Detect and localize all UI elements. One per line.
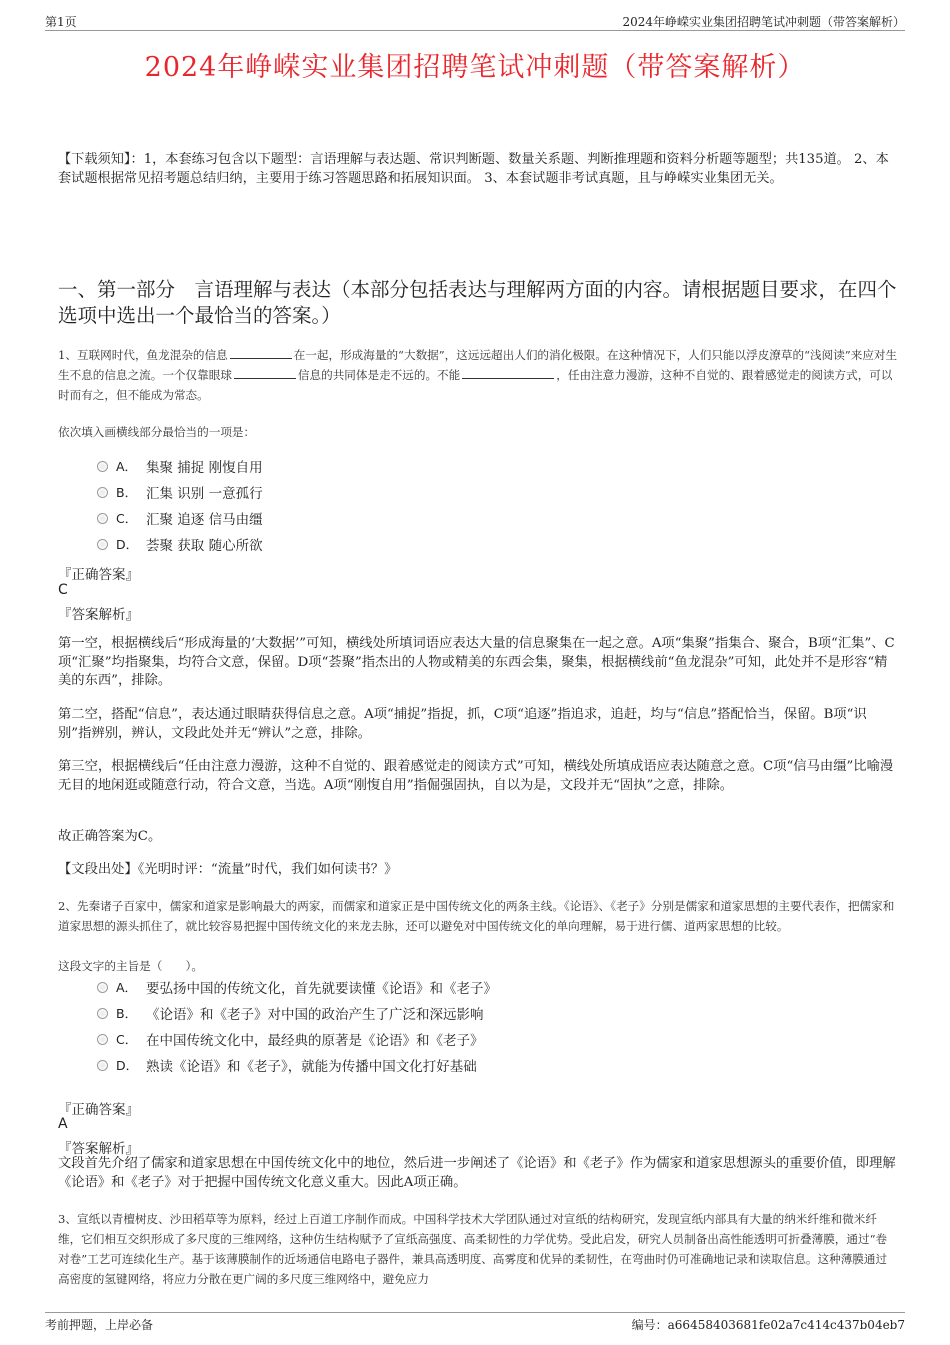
q1-part-3: 信息的共同体是走不远的。不能 (297, 368, 461, 382)
footer-doc-id: 编号：a66458403681fe02a7c414c437b04eb7 (631, 1318, 905, 1332)
q2-instruction: 这段文字的主旨是（ ）。 (58, 959, 203, 973)
section-title: 一、第一部分 言语理解与表达（本部分包括表达与理解两方面的内容。请根据题目要求，在四个选项中选出一个最恰当的答案。） (58, 278, 897, 327)
q1-option-d[interactable]: D． 荟聚 获取 随心所欲 (97, 531, 263, 557)
radio-icon[interactable] (97, 1008, 108, 1019)
q1-option-a[interactable]: A． 集聚 捕捉 刚愎自用 (97, 453, 263, 479)
radio-icon[interactable] (97, 539, 108, 550)
radio-icon[interactable] (97, 513, 108, 524)
q2-option-a[interactable]: A． 要弘扬中国的传统文化，首先就要读懂《论语》和《老子》 (97, 974, 497, 1000)
q1-option-b[interactable]: B． 汇集 识别 一意孤行 (97, 479, 263, 505)
blank-1 (230, 346, 292, 359)
q2-analysis-label: 『答案解析』 (58, 1141, 139, 1157)
q2-option-b[interactable]: B． 《论语》和《老子》对中国的政治产生了广泛和深远影响 (97, 1000, 497, 1026)
q1-option-c[interactable]: C． 汇聚 追逐 信马由缰 (97, 505, 263, 531)
radio-icon[interactable] (97, 1034, 108, 1045)
q1-analysis-1: 第一空，根据横线后“形成海量的‘大数据’”可知，横线处所填词语应表达大量的信息聚集在一起之意。A项“集聚”指集合、聚合，B项“汇集”、C项“汇聚”均指聚集，均符合文意，保留。D项“荟聚”指杰出的人物或精美的东西会集，聚集，根据横线前“鱼龙混杂”可知，此处并不是形容“精美的东西”，排除。 (58, 636, 895, 688)
q1-answer-label: 『正确答案』 (58, 567, 139, 583)
q2-answer-label: 『正确答案』 (58, 1102, 139, 1118)
question-2-text: 2、先秦诸子百家中，儒家和道家是影响最大的两家，而儒家和道家正是中国传统文化的两条主线。《论语》、《老子》分别是儒家和道家思想的主要代表作，把儒家和道家思想的源头抓住了，就比较容易把握中国传统文化的来龙去脉，还可以避免对中国传统文化的单向理解，易于进行儒、道两家思想的比较。 (58, 899, 895, 933)
q2-option-c[interactable]: C． 在中国传统文化中，最经典的原著是《论语》和《老子》 (97, 1026, 497, 1052)
radio-icon[interactable] (97, 982, 108, 993)
blank-3 (462, 366, 554, 379)
page-header (45, 10, 905, 31)
q1-source: 【文段出处】《光明时评：“流量”时代，我们如何读书？》 (58, 862, 398, 877)
blank-2 (234, 366, 296, 379)
q1-answer: C (58, 582, 68, 598)
q1-options (97, 453, 263, 557)
q2-options (97, 974, 497, 1078)
q1-analysis-label: 『答案解析』 (58, 607, 139, 623)
q1-analysis-2: 第二空，搭配“信息”，表达通过眼睛获得信息之意。A项“捕捉”指捉，抓，C项“追逐”指追求，追赶，均与“信息”搭配恰当，保留。B项“识别”指辨别，辨认，文段此处并无“辨认”之意，排除。 (58, 707, 867, 741)
question-1-text (58, 345, 898, 405)
q1-part-2: 在一起，形成海量的“大数据”，这远远超出人们的消化极限。在这种情况下，人们只能以浮皮潦草的“浅阅读”来应对生生不息的信息之流。一个仅靠眼球 (58, 348, 898, 382)
download-notice: 【下载须知】：1，本套练习包含以下题型：言语理解与表达题、常识判断题、数量关系题、判断推理题和资料分析题等题型；共135道。 2、本套试题根据常见招考题总结归纳，主要用于练习答题思路和拓展知识面。 3、本套试题非考试真题，且与峥嵘实业集团无关。 (58, 152, 889, 186)
q1-analysis-3: 第三空，根据横线后“任由注意力漫游，这种不自觉的、跟着感觉走的阅读方式”可知，横线处所填成语应表达随意之意。C项“信马由缰”比喻漫无目的地闲逛或随意行动，符合文意，当选。A项“刚愎自用”指倔强固执，自以为是，文段并无“固执”之意，排除。 (58, 759, 894, 793)
page-number: 第1页 (45, 15, 77, 29)
q1-analysis-4: 故正确答案为C。 (58, 829, 162, 844)
footer-slogan: 考前押题，上岸必备 (45, 1318, 154, 1332)
radio-icon[interactable] (97, 1060, 108, 1071)
question-3-text: 3、宣纸以青檀树皮、沙田稻草等为原料，经过上百道工序制作而成。中国科学技术大学团队通过对宣纸的结构研究，发现宣纸内部具有大量的纳米纤维和微米纤维，它们相互交织形成了多尺度的三维网络，这种仿生结构赋予了宣纸高强度、高柔韧性的力学优势。受此启发，研究人员制备出高性能透明可折叠薄膜，通过“卷对卷”工艺可连续化生产。基于该薄膜制作的近场通信电路电子器件，兼具高透明度、高雾度和优异的柔韧性，在弯曲时仍可准确地记录和读取信息。这种薄膜通过高密度的氢键网络，将应力分散在更广阔的多尺度三维网络中，避免应力 (58, 1212, 888, 1286)
header-doc-title: 2024年峥嵘实业集团招聘笔试冲刺题（带答案解析） (622, 15, 905, 29)
page-footer (45, 1312, 905, 1337)
q1-part-1: 1、互联网时代，鱼龙混杂的信息 (58, 348, 228, 362)
q1-part-4: ，任由注意力漫游，这种不自觉的、跟着感觉走的阅读方式，可以时而有之，但不能成为常态。 (58, 368, 893, 402)
q1-instruction: 依次填入画横线部分最恰当的一项是： (58, 425, 256, 439)
page-title: 2024年峥嵘实业集团招聘笔试冲刺题（带答案解析） (144, 52, 806, 83)
radio-icon[interactable] (97, 461, 108, 472)
q2-analysis: 文段首先介绍了儒家和道家思想在中国传统文化中的地位，然后进一步阐述了《论语》和《老子》作为儒家和道家思想源头的重要价值，即理解《论语》和《老子》对于把握中国传统文化意义重大。因此A项正确。 (58, 1156, 896, 1190)
radio-icon[interactable] (97, 487, 108, 498)
q2-answer: A (58, 1116, 68, 1132)
q2-option-d[interactable]: D． 熟读《论语》和《老子》，就能为传播中国文化打好基础 (97, 1052, 497, 1078)
